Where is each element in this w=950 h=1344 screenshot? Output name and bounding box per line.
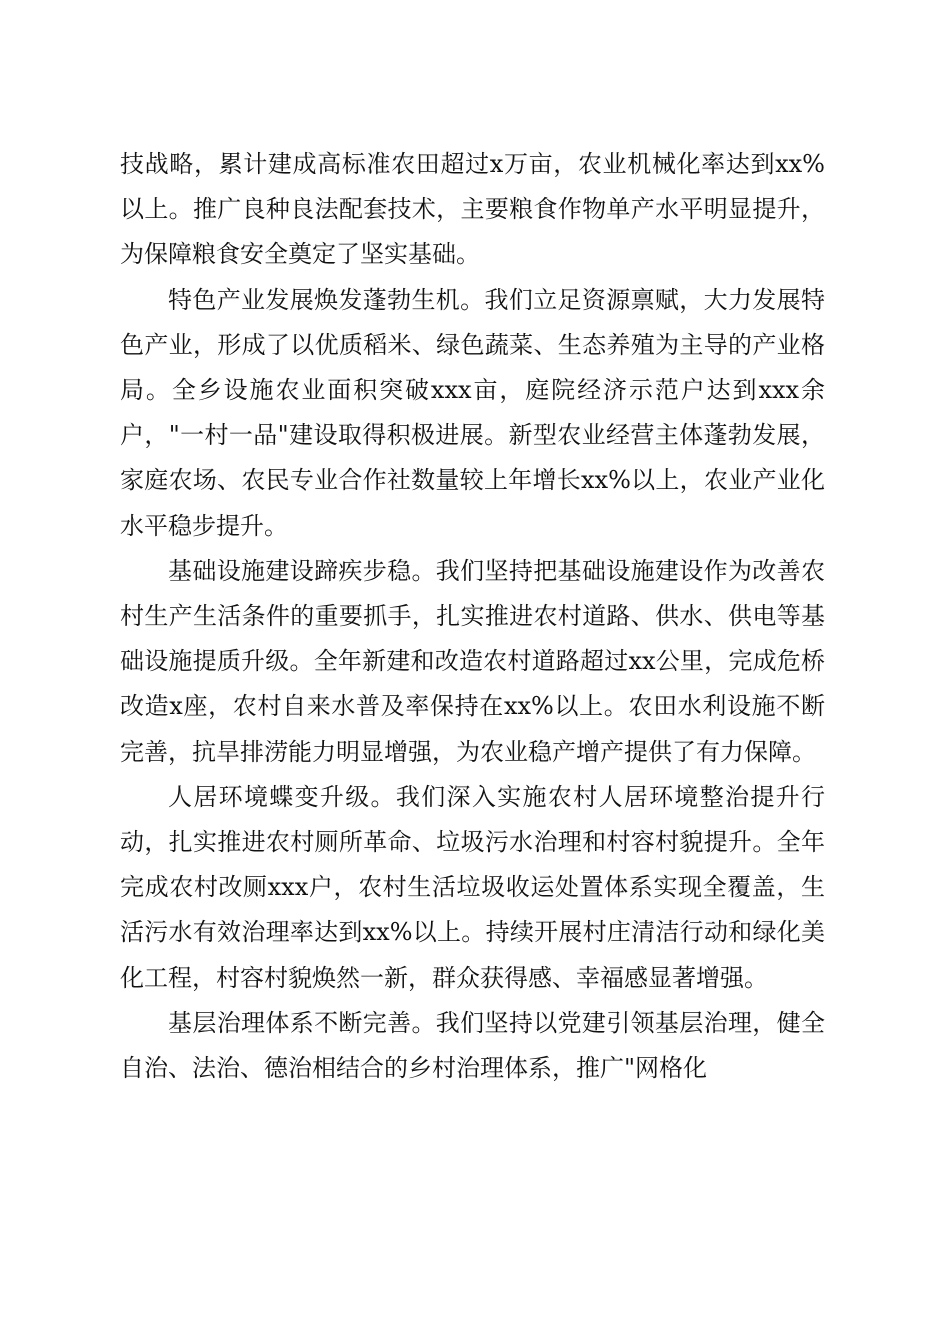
paragraph-continued: 技战略，累计建成高标准农田超过x万亩，农业机械化率达到xx%以上。推广良种良法配套技术，主要粮食作物单产水平明显提升，为保障粮食安全奠定了坚实基础。 [120, 150, 825, 269]
paragraph-infrastructure: 基础设施建设蹄疾步稳。我们坚持把基础设施建设作为改善农村生产生活条件的重要抓手，扎实推进农村道路、供水、供电等基础设施提质升级。全年新建和改造农村道路超过xx公里，完成危桥改造x座，农村自来水普及率保持在xx%以上。农田水利设施不断完善，抗旱排涝能力明显增强，为农业稳产增产提供了有力保障。 [120, 556, 825, 766]
paragraph-specialty-industry: 特色产业发展焕发蓬勃生机。我们立足资源禀赋，大力发展特色产业，形成了以优质稻米、绿色蔬菜、生态养殖为主导的产业格局。全乡设施农业面积突破xxx亩，庭院经济示范户达到xxx余户，"一村一品"建设取得积极进展。新型农业经营主体蓬勃发展，家庭农场、农民专业合作社数量较上年增长xx%以上，农业产业化水平稳步提升。 [120, 285, 825, 540]
document-body [120, 142, 825, 1091]
paragraph-living-environment: 人居环境蝶变升级。我们深入实施农村人居环境整治提升行动，扎实推进农村厕所革命、垃圾污水治理和村容村貌提升。全年完成农村改厕xxx户，农村生活垃圾收运处置体系实现全覆盖，生活污水有效治理率达到xx%以上。持续开展村庄清洁行动和绿化美化工程，村容村貌焕然一新，群众获得感、幸福感显著增强。 [120, 782, 825, 992]
paragraph-grassroots-governance: 基层治理体系不断完善。我们坚持以党建引领基层治理，健全自治、法治、德治相结合的乡村治理体系，推广"网格化 [120, 1008, 825, 1083]
